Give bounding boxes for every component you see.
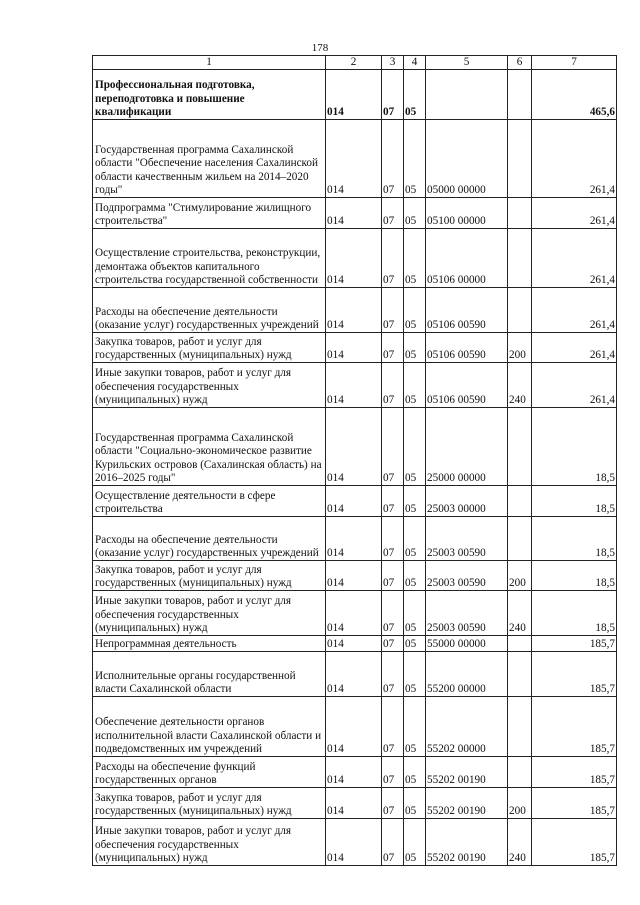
code-section: 07 [382, 333, 404, 363]
code-ministry: 014 [326, 697, 382, 757]
amount: 261,4 [532, 229, 617, 288]
column-header: 5 [426, 56, 508, 70]
code-subsection: 05 [404, 561, 426, 591]
code-expense-type [508, 288, 532, 333]
code-target-article: 55202 00190 [426, 819, 508, 866]
column-header: 6 [508, 56, 532, 70]
code-ministry: 014 [326, 288, 382, 333]
code-expense-type: 240 [508, 819, 532, 866]
code-target-article: 25003 00000 [426, 486, 508, 517]
amount: 18,5 [532, 591, 617, 636]
code-section: 07 [382, 229, 404, 288]
code-subsection: 05 [404, 819, 426, 866]
code-ministry: 014 [326, 517, 382, 561]
row-description: Обеспечение деятельности органов исполнительной власти Сахалинской области и подведомственных им учреждений [93, 697, 326, 757]
code-section: 07 [382, 697, 404, 757]
table-row [93, 363, 617, 408]
table-row [93, 486, 617, 517]
table-header-row [93, 56, 617, 70]
code-subsection: 05 [404, 288, 426, 333]
code-target-article [426, 70, 508, 120]
budget-table [92, 55, 617, 866]
code-section: 07 [382, 363, 404, 408]
amount: 18,5 [532, 486, 617, 517]
column-header: 7 [532, 56, 617, 70]
row-description: Осуществление деятельности в сфере строительства [93, 486, 326, 517]
row-description: Профессиональная подготовка, переподготовка и повышение квалификации [93, 70, 326, 120]
code-section: 07 [382, 517, 404, 561]
code-subsection: 05 [404, 120, 426, 198]
row-description: Подпрограмма "Стимулирование жилищного строительства" [93, 198, 326, 229]
code-section: 07 [382, 757, 404, 788]
amount: 185,7 [532, 788, 617, 819]
table-row [93, 120, 617, 198]
row-description: Иные закупки товаров, работ и услуг для обеспечения государственных (муниципальных) нужд [93, 363, 326, 408]
row-description: Исполнительные органы государственной власти Сахалинской области [93, 652, 326, 697]
amount: 465,6 [532, 70, 617, 120]
row-description: Расходы на обеспечение функций государственных органов [93, 757, 326, 788]
row-description: Закупка товаров, работ и услуг для государственных (муниципальных) нужд [93, 561, 326, 591]
amount: 18,5 [532, 561, 617, 591]
code-expense-type [508, 486, 532, 517]
code-subsection: 05 [404, 652, 426, 697]
code-target-article: 05000 00000 [426, 120, 508, 198]
amount: 185,7 [532, 636, 617, 652]
table-row [93, 697, 617, 757]
code-target-article: 05106 00590 [426, 363, 508, 408]
code-subsection: 05 [404, 363, 426, 408]
table-row [93, 517, 617, 561]
code-ministry: 014 [326, 561, 382, 591]
code-subsection: 05 [404, 229, 426, 288]
code-ministry: 014 [326, 229, 382, 288]
table-row [93, 229, 617, 288]
table-row [93, 561, 617, 591]
page-number: 178 [311, 42, 329, 54]
table-row [93, 652, 617, 697]
code-expense-type [508, 120, 532, 198]
code-expense-type: 200 [508, 561, 532, 591]
code-expense-type: 240 [508, 591, 532, 636]
table-row [93, 819, 617, 866]
code-expense-type: 200 [508, 788, 532, 819]
code-subsection: 05 [404, 636, 426, 652]
row-description: Закупка товаров, работ и услуг для государственных (муниципальных) нужд [93, 333, 326, 363]
code-target-article: 25000 00000 [426, 408, 508, 486]
code-ministry: 014 [326, 486, 382, 517]
code-subsection: 05 [404, 70, 426, 120]
code-ministry: 014 [326, 652, 382, 697]
row-description: Государственная программа Сахалинской области "Социально-экономическое развитие Курильских островов (Сахалинская область) на 2016–2025 годы" [93, 408, 326, 486]
code-section: 07 [382, 591, 404, 636]
row-description: Иные закупки товаров, работ и услуг для обеспечения государственных (муниципальных) нужд [93, 591, 326, 636]
amount: 261,4 [532, 120, 617, 198]
code-target-article: 05106 00590 [426, 333, 508, 363]
table-row [93, 757, 617, 788]
amount: 261,4 [532, 198, 617, 229]
amount: 261,4 [532, 288, 617, 333]
code-expense-type [508, 636, 532, 652]
code-section: 07 [382, 70, 404, 120]
table-row [93, 788, 617, 819]
code-subsection: 05 [404, 486, 426, 517]
amount: 185,7 [532, 697, 617, 757]
amount: 18,5 [532, 517, 617, 561]
code-target-article: 55200 00000 [426, 652, 508, 697]
table-row [93, 198, 617, 229]
code-ministry: 014 [326, 819, 382, 866]
table-row [93, 408, 617, 486]
row-description: Закупка товаров, работ и услуг для государственных (муниципальных) нужд [93, 788, 326, 819]
code-target-article: 25003 00590 [426, 591, 508, 636]
code-target-article: 25003 00590 [426, 517, 508, 561]
code-target-article: 55202 00000 [426, 697, 508, 757]
code-subsection: 05 [404, 788, 426, 819]
amount: 18,5 [532, 408, 617, 486]
code-subsection: 05 [404, 198, 426, 229]
code-expense-type [508, 757, 532, 788]
row-description: Непрограммная деятельность [93, 636, 326, 652]
table-row [93, 70, 617, 120]
code-expense-type [508, 697, 532, 757]
amount: 185,7 [532, 819, 617, 866]
code-expense-type: 240 [508, 363, 532, 408]
column-header: 3 [382, 56, 404, 70]
code-section: 07 [382, 561, 404, 591]
code-section: 07 [382, 288, 404, 333]
code-section: 07 [382, 198, 404, 229]
column-header: 1 [93, 56, 326, 70]
code-target-article: 05100 00000 [426, 198, 508, 229]
code-target-article: 25003 00590 [426, 561, 508, 591]
code-expense-type [508, 229, 532, 288]
amount: 185,7 [532, 652, 617, 697]
code-subsection: 05 [404, 408, 426, 486]
row-description: Расходы на обеспечение деятельности (оказание услуг) государственных учреждений [93, 517, 326, 561]
amount: 261,4 [532, 363, 617, 408]
code-expense-type [508, 408, 532, 486]
code-ministry: 014 [326, 408, 382, 486]
code-ministry: 014 [326, 198, 382, 229]
code-target-article: 55202 00190 [426, 788, 508, 819]
code-section: 07 [382, 788, 404, 819]
table-row [93, 636, 617, 652]
code-ministry: 014 [326, 333, 382, 363]
code-section: 07 [382, 486, 404, 517]
code-section: 07 [382, 636, 404, 652]
code-ministry: 014 [326, 591, 382, 636]
row-description: Расходы на обеспечение деятельности (оказание услуг) государственных учреждений [93, 288, 326, 333]
column-header: 4 [404, 56, 426, 70]
code-subsection: 05 [404, 697, 426, 757]
code-ministry: 014 [326, 788, 382, 819]
code-expense-type: 200 [508, 333, 532, 363]
row-description: Государственная программа Сахалинской области "Обеспечение населения Сахалинской области качественным жильем на 2014–2020 годы" [93, 120, 326, 198]
amount: 261,4 [532, 333, 617, 363]
code-expense-type [508, 652, 532, 697]
table-body [93, 70, 617, 866]
code-subsection: 05 [404, 591, 426, 636]
code-ministry: 014 [326, 120, 382, 198]
code-subsection: 05 [404, 333, 426, 363]
code-ministry: 014 [326, 757, 382, 788]
code-subsection: 05 [404, 757, 426, 788]
table-row [93, 288, 617, 333]
code-section: 07 [382, 408, 404, 486]
code-target-article: 05106 00000 [426, 229, 508, 288]
row-description: Иные закупки товаров, работ и услуг для обеспечения государственных (муниципальных) нужд [93, 819, 326, 866]
code-target-article: 55202 00190 [426, 757, 508, 788]
code-expense-type [508, 517, 532, 561]
amount: 185,7 [532, 757, 617, 788]
code-target-article: 55000 00000 [426, 636, 508, 652]
code-ministry: 014 [326, 363, 382, 408]
code-subsection: 05 [404, 517, 426, 561]
code-expense-type [508, 70, 532, 120]
code-section: 07 [382, 120, 404, 198]
code-ministry: 014 [326, 636, 382, 652]
code-target-article: 05106 00590 [426, 288, 508, 333]
code-section: 07 [382, 819, 404, 866]
row-description: Осуществление строительства, реконструкции, демонтажа объектов капитального строительства государственной собственности [93, 229, 326, 288]
table-row [93, 333, 617, 363]
code-expense-type [508, 198, 532, 229]
code-ministry: 014 [326, 70, 382, 120]
table-row [93, 591, 617, 636]
column-header: 2 [326, 56, 382, 70]
code-section: 07 [382, 652, 404, 697]
